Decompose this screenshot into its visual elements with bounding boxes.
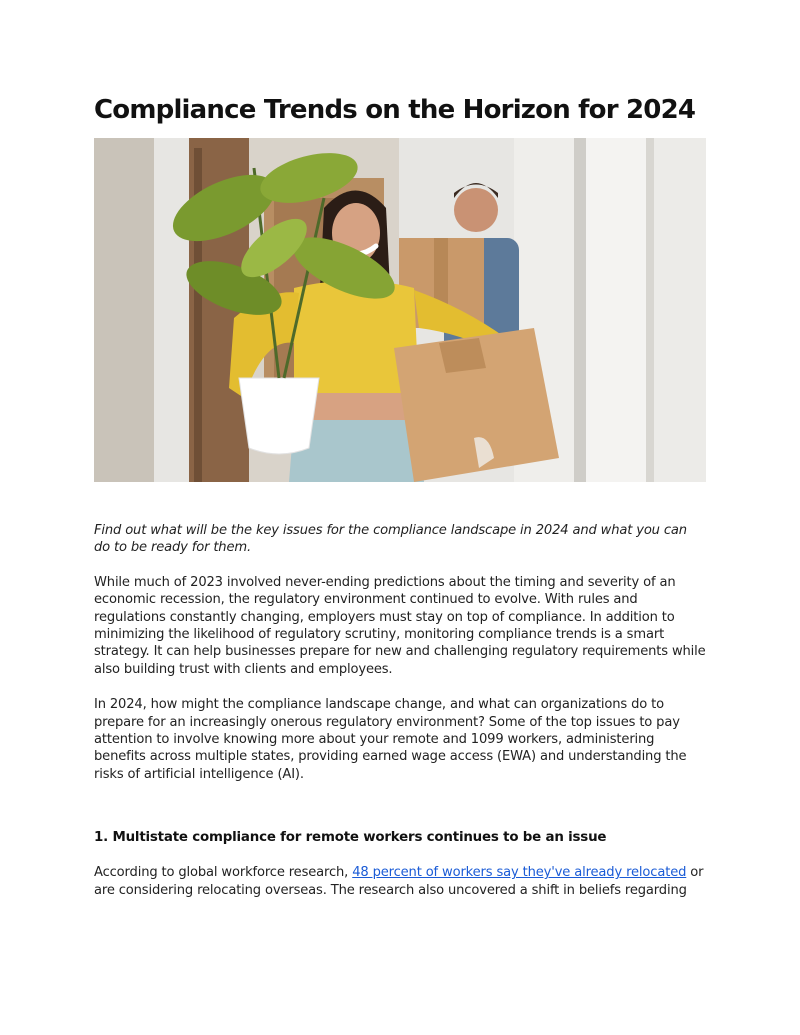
article-paragraph: While much of 2023 involved never-ending predictions about the timing and severity of an economic recession, the regulatory environment continued to evolve. With rules and regulations constantly changing, employers must stay on top of compliance. In addition to minimizing the likelihood of regulatory scrutiny, monitoring compliance trends is a smart strategy. It can help businesses prepare for new and challenging regulatory requirements while also building trust with clients and employees.: [94, 574, 706, 677]
article-title: Compliance Trends on the Horizon for 2024: [94, 95, 696, 125]
section-heading: 1. Multistate compliance for remote workers continues to be an issue: [94, 830, 607, 846]
article-paragraph: In 2024, how might the compliance landscape change, and what can organizations do to prepare for an increasingly onerous regulatory environment? Some of the top issues to pay attention to involve knowing more about your remote and 1099 workers, administering benefits across multiple states, providing earned wage access (EWA) and understanding the risks of artificial intelligence (AI).: [94, 697, 687, 782]
workers-relocated-link[interactable]: 48 percent of workers say they've already relocated: [352, 865, 687, 881]
hero-image: [94, 138, 706, 482]
article-intro: Find out what will be the key issues for the compliance landscape in 2024 and what you can do to be ready for them.: [94, 523, 687, 556]
article-paragraph: [94, 864, 706, 899]
article: [94, 92, 706, 899]
paragraph-text: According to global workforce research,: [94, 865, 353, 881]
paragraph-text: or are considering relocating overseas. The research also uncovered a shift in beliefs regarding: [94, 865, 704, 898]
